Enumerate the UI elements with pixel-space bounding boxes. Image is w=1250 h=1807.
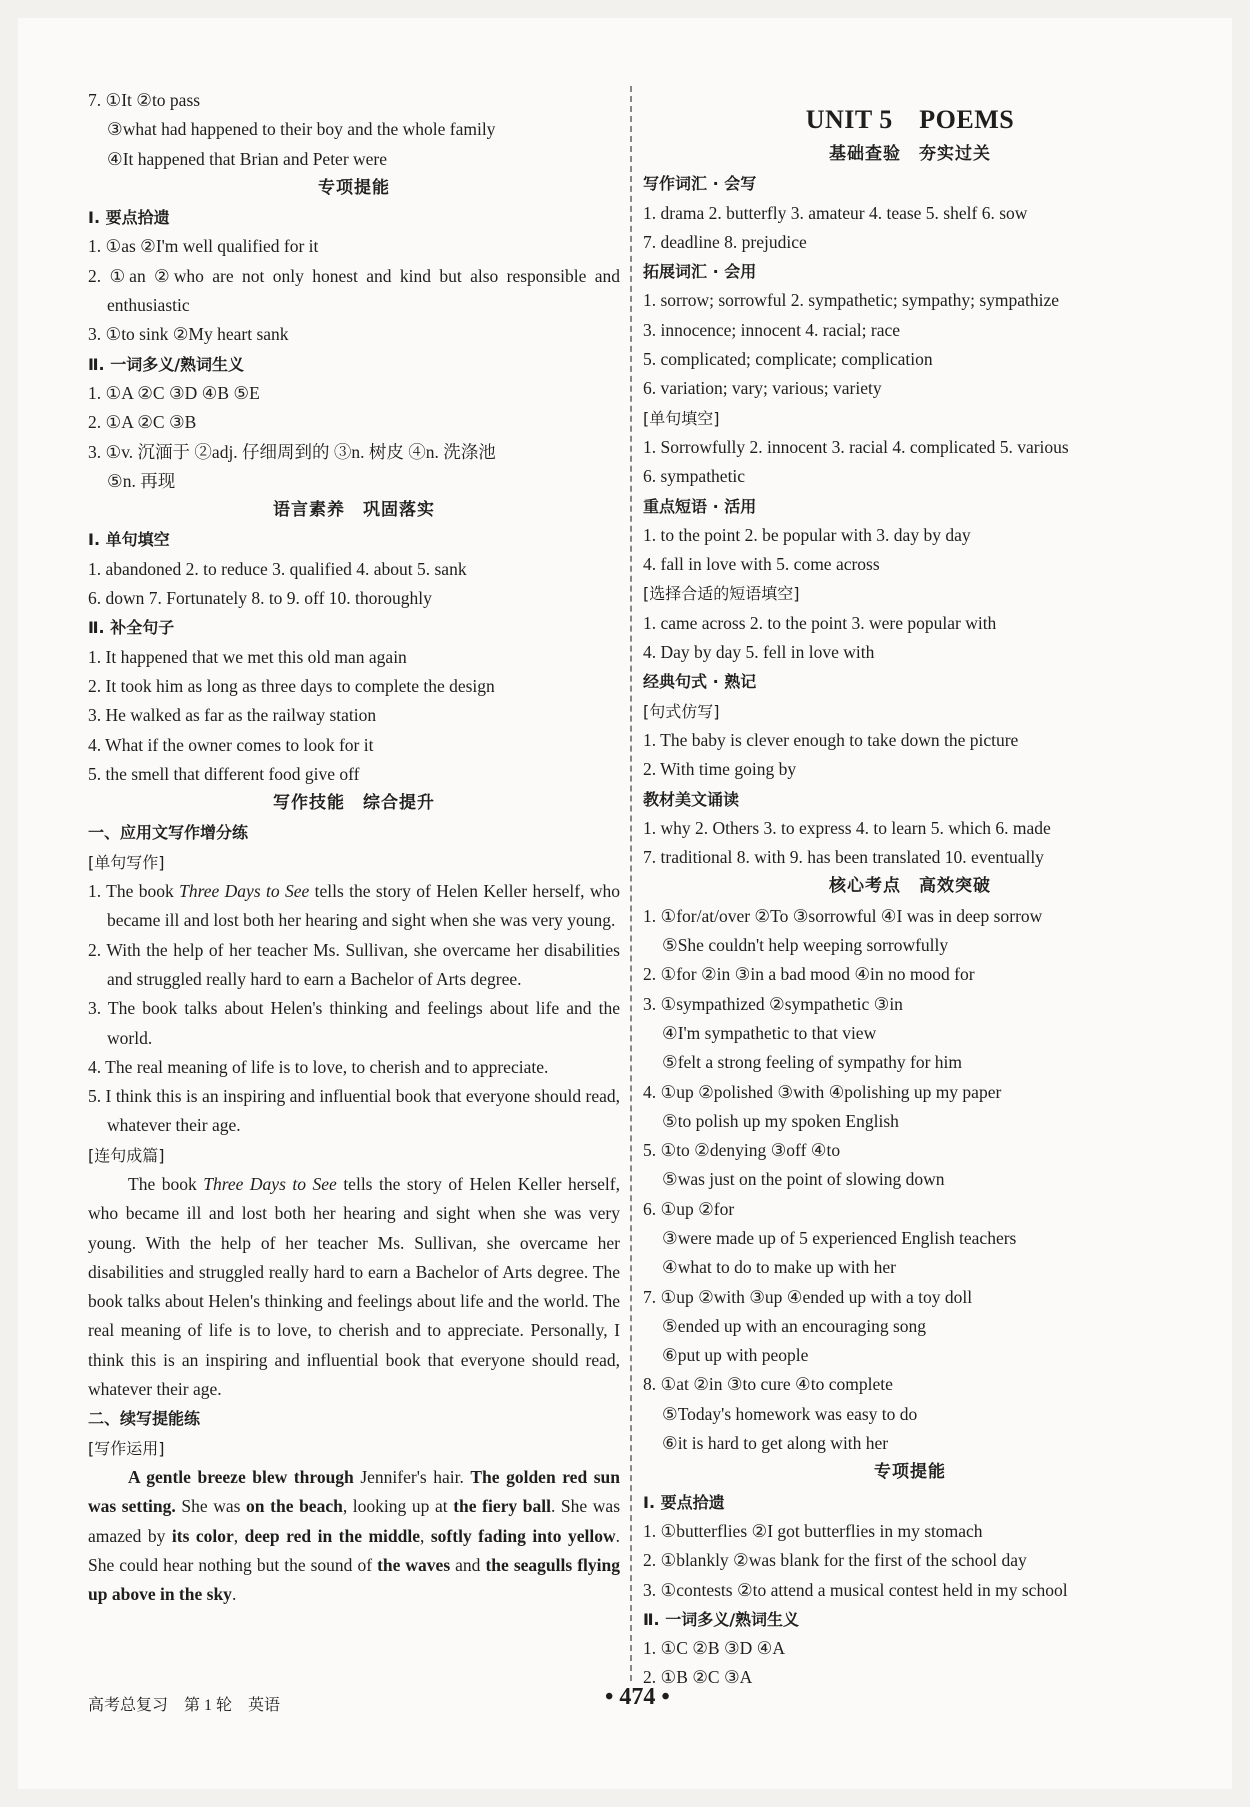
sentence-answer: 4. The real meaning of life is to love, to cherish and to appreciate. bbox=[88, 1056, 549, 1077]
answer-line: 7. ①up ②with ③up ④ended up with a toy doll bbox=[643, 1286, 973, 1307]
answer-line: 2. It took him as long as three days to complete the design bbox=[88, 675, 495, 696]
answer-line: 3. He walked as far as the railway station bbox=[88, 705, 377, 726]
answer-line: ⑤n. 再现 bbox=[107, 470, 176, 491]
answer-line: 6. variation; vary; various; variety bbox=[643, 378, 882, 399]
answer-line: 1. ①as ②I'm well qualified for it bbox=[88, 236, 319, 257]
subsection-heading: Ⅰ. 要点拾遗 bbox=[88, 208, 170, 228]
answer-line: 6. sympathetic bbox=[643, 466, 746, 487]
answer-line: 1. abandoned 2. to reduce 3. qualified 4. about 5. sank bbox=[88, 558, 467, 579]
answer-line: ③were made up of 5 experienced English teachers bbox=[662, 1227, 1017, 1248]
sentence-answer: 2. With the help of her teacher Ms. Sullivan, she overcame her disabilities and struggled really hard to earn a Bachelor of Arts degree. bbox=[88, 939, 620, 989]
sentence-answer: 1. The book Three Days to See tells the story of Helen Keller herself, who became ill and lost both her hearing and sight when she was very young. bbox=[88, 881, 620, 931]
bracket-label: [单句填空] bbox=[643, 408, 720, 428]
subsection-heading: Ⅱ. 一词多义/熟词生义 bbox=[88, 354, 245, 374]
section-title: 基础查验 夯实过关 bbox=[829, 144, 991, 164]
subsection-heading: 重点短语 · 活用 bbox=[643, 496, 757, 516]
answer-line: ④I'm sympathetic to that view bbox=[662, 1022, 877, 1043]
answer-line: 1. why 2. Others 3. to express 4. to learn 5. which 6. made bbox=[643, 817, 1051, 838]
answer-line: 1. The baby is clever enough to take down the picture bbox=[643, 729, 1019, 750]
bracket-label: [连句成篇] bbox=[88, 1145, 165, 1165]
sentence-answer: 5. I think this is an inspiring and influential book that everyone should read, whatever their age. bbox=[88, 1086, 620, 1136]
answer-line: 5. the smell that different food give off bbox=[88, 763, 360, 784]
answer-line: 3. ①v. 沉湎于 ②adj. 仔细周到的 ③n. 树皮 ④n. 洗涤池 bbox=[88, 441, 496, 462]
answer-line: ⑤Today's homework was easy to do bbox=[662, 1403, 918, 1424]
answer-line: 8. ①at ②in ③to cure ④to complete bbox=[643, 1374, 893, 1395]
subsection-heading: 二、续写提能练 bbox=[88, 1409, 201, 1429]
unit-title: UNIT 5 POEMS bbox=[805, 105, 1015, 134]
sentence-answer: 3. The book talks about Helen's thinking and feelings about life and the world. bbox=[88, 998, 620, 1048]
answer-line: 4. What if the owner comes to look for it bbox=[88, 734, 374, 755]
answer-line: 4. fall in love with 5. come across bbox=[643, 554, 880, 575]
answer-line: ⑤felt a strong feeling of sympathy for him bbox=[662, 1052, 962, 1073]
answer-line: 4. Day by day 5. fell in love with bbox=[643, 642, 875, 663]
answer-line: 2. ①for ②in ③in a bad mood ④in no mood for bbox=[643, 964, 975, 985]
bracket-label: [写作运用] bbox=[88, 1438, 165, 1458]
left-column bbox=[88, 86, 620, 1609]
subsection-heading: Ⅱ. 补全句子 bbox=[88, 618, 175, 638]
section-title: 专项提能 bbox=[318, 177, 390, 198]
answer-line: 1. sorrow; sorrowful 2. sympathetic; sympathy; sympathize bbox=[643, 290, 1060, 311]
right-column bbox=[643, 100, 1177, 1693]
subsection-heading: 经典句式 · 熟记 bbox=[643, 672, 757, 692]
bracket-label: [选择合适的短语填空] bbox=[643, 584, 800, 604]
answer-line: 1. ①butterflies ②I got butterflies in my stomach bbox=[643, 1520, 983, 1541]
answer-line: 4. ①up ②polished ③with ④polishing up my paper bbox=[643, 1081, 1002, 1102]
answer-line: 1. ①C ②B ③D ④A bbox=[643, 1638, 785, 1659]
answer-line: 2. ①blankly ②was blank for the first of the school day bbox=[643, 1550, 1027, 1571]
answer-line: 2. ①A ②C ③B bbox=[88, 412, 197, 433]
answer-line: 2. ①an ②who are not only honest and kind but also responsible and enthusiastic bbox=[88, 265, 620, 316]
answer-line: 3. innocence; innocent 4. racial; race bbox=[643, 319, 901, 340]
section-title: 写作技能 综合提升 bbox=[273, 793, 435, 814]
answer-line: ⑤was just on the point of slowing down bbox=[662, 1169, 945, 1190]
answer-line: 1. It happened that we met this old man again bbox=[88, 646, 407, 667]
column-divider bbox=[630, 86, 632, 1681]
answer-line: ⑥put up with people bbox=[662, 1345, 809, 1366]
answer-line: 6. down 7. Fortunately 8. to 9. off 10. thoroughly bbox=[88, 588, 432, 609]
answer-line: 5. complicated; complicate; complication bbox=[643, 349, 933, 370]
answer-line: 1. to the point 2. be popular with 3. day by day bbox=[643, 524, 971, 545]
answer-line: ④It happened that Brian and Peter were bbox=[107, 148, 388, 169]
section-title: 专项提能 bbox=[874, 1462, 946, 1483]
writing-paragraph: A gentle breeze blew through Jennifer's hair. The golden red sun was setting. She was on the beach, looking up at the fiery ball. She was amazed by its color, deep red in the middle, softly fading into yellow. She could hear nothing but the sound of the waves and the seagulls flying up above in the sky. bbox=[88, 1466, 621, 1605]
subsection-heading: 写作词汇 · 会写 bbox=[643, 174, 757, 194]
answer-line: ④what to do to make up with her bbox=[662, 1257, 896, 1278]
subsection-heading: 教材美文诵读 bbox=[643, 789, 740, 809]
answer-line: 1. ①A ②C ③D ④B ⑤E bbox=[88, 382, 260, 403]
answer-line: 2. With time going by bbox=[643, 759, 797, 780]
answer-line: 3. ①contests ②to attend a musical contest held in my school bbox=[643, 1579, 1068, 1600]
answer-line: ⑤to polish up my spoken English bbox=[662, 1110, 899, 1131]
bracket-label: [单句写作] bbox=[88, 852, 165, 872]
answer-line: 3. ①to sink ②My heart sank bbox=[88, 324, 289, 345]
answer-line: 1. drama 2. butterfly 3. amateur 4. tease 5. shelf 6. sow bbox=[643, 202, 1028, 223]
answer-line: ③what had happened to their boy and the whole family bbox=[107, 119, 496, 140]
answer-line: 2. ①B ②C ③A bbox=[643, 1667, 753, 1688]
answer-line: ⑤She couldn't help weeping sorrowfully bbox=[662, 935, 949, 956]
section-title: 核心考点 高效突破 bbox=[829, 876, 991, 897]
answer-line: 7. traditional 8. with 9. has been translated 10. eventually bbox=[643, 847, 1044, 868]
bracket-label: [句式仿写] bbox=[643, 701, 720, 721]
subsection-heading: Ⅱ. 一词多义/熟词生义 bbox=[643, 1609, 800, 1629]
answer-line: 1. Sorrowfully 2. innocent 3. racial 4. complicated 5. various bbox=[643, 436, 1069, 457]
subsection-heading: Ⅰ. 要点拾遗 bbox=[643, 1492, 725, 1512]
book-footer: 高考总复习 第 1 轮 英语 bbox=[88, 1697, 281, 1714]
composed-paragraph: The book Three Days to See tells the story of Helen Keller herself, who became ill and lost both her hearing and sight when she was very young. With the help of her teacher Ms. Sullivan, she overcame her disabilities and struggled really hard to earn a Bachelor of Arts degree. The book talks about Helen's thinking and feelings about life and the world. The real meaning of life is to love, to cherish and to appreciate. Personally, I think this is an inspiring and influential book that everyone should read, whatever their age. bbox=[88, 1173, 620, 1400]
answer-line: 7. deadline 8. prejudice bbox=[643, 231, 807, 252]
answer-line: ⑥it is hard to get along with her bbox=[662, 1433, 889, 1454]
answer-line: 5. ①to ②denying ③off ④to bbox=[643, 1140, 841, 1161]
answer-line: 6. ①up ②for bbox=[643, 1198, 735, 1219]
answer-line: 1. ①for/at/over ②To ③sorrowful ④I was in deep sorrow bbox=[643, 905, 1043, 926]
subsection-heading: 拓展词汇 · 会用 bbox=[643, 262, 757, 282]
page-number: • 474 • bbox=[605, 1684, 670, 1710]
subsection-heading: 一、应用文写作增分练 bbox=[88, 823, 249, 843]
answer-line: 7. ①It ②to pass bbox=[88, 90, 201, 110]
answer-line: 1. came across 2. to the point 3. were popular with bbox=[643, 612, 997, 633]
subsection-heading: Ⅰ. 单句填空 bbox=[88, 530, 170, 550]
answer-line: 3. ①sympathized ②sympathetic ③in bbox=[643, 993, 903, 1014]
section-title: 语言素养 巩固落实 bbox=[273, 500, 435, 521]
answer-line: ⑤ended up with an encouraging song bbox=[662, 1315, 927, 1336]
